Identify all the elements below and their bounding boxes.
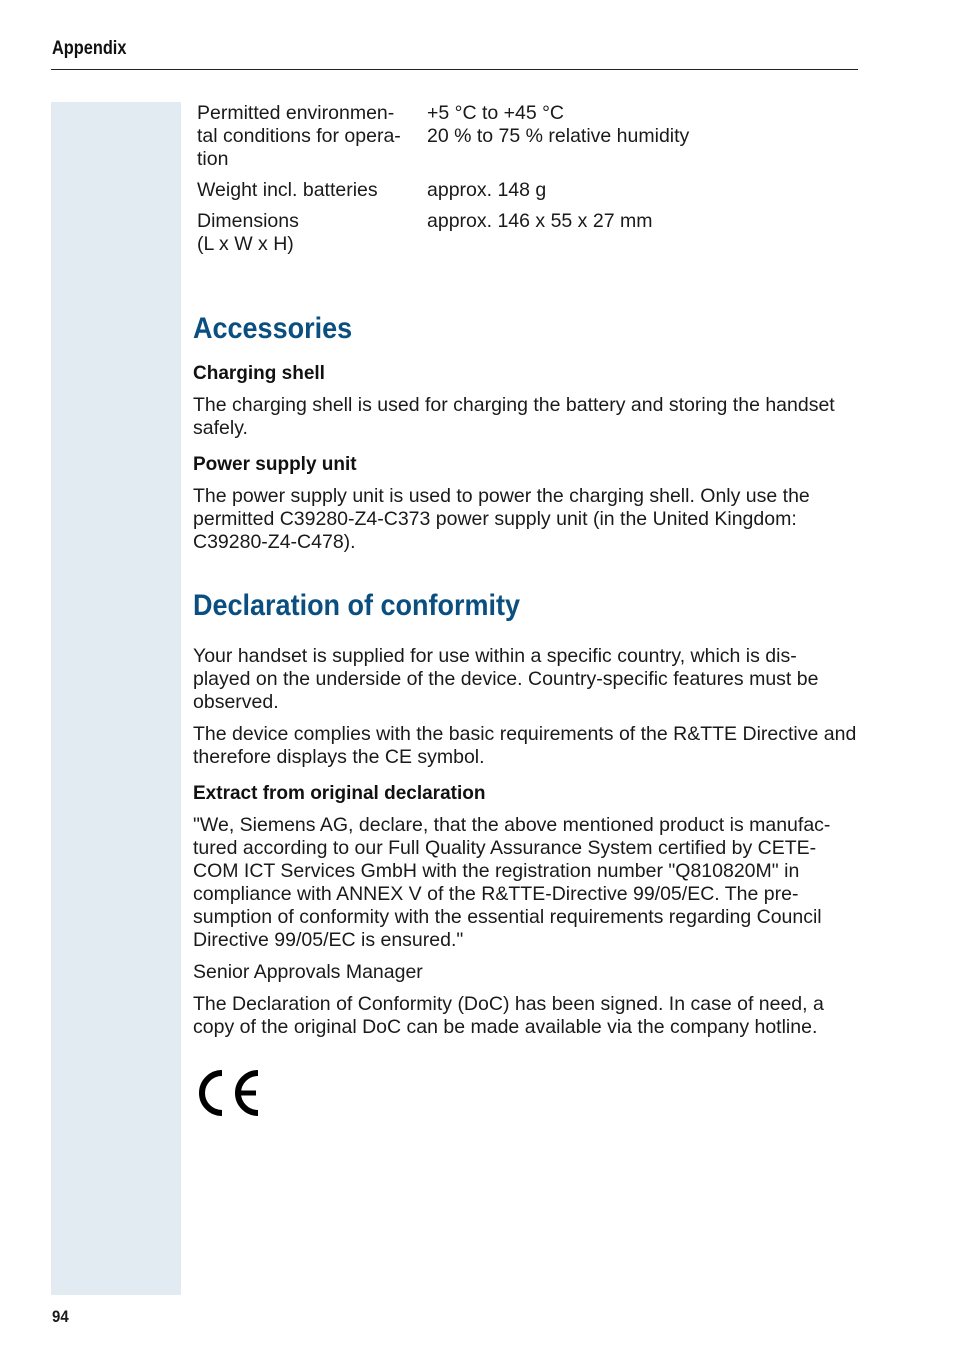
spec-row-environment bbox=[197, 102, 857, 179]
spec-label: Permitted environmen- tal conditions for opera- tion bbox=[197, 102, 401, 170]
spec-table bbox=[197, 102, 857, 264]
declaration-para-2: The device complies with the basic requirements of the R&TTE Directive and therefore displays the CE symbol. bbox=[193, 723, 857, 768]
signatory: Senior Approvals Manager bbox=[193, 961, 423, 983]
margin-sidebar bbox=[51, 102, 181, 1295]
spec-row-weight bbox=[197, 179, 857, 210]
accessories-heading: Accessories bbox=[193, 312, 353, 345]
declaration-heading: Declaration of conformity bbox=[193, 589, 521, 622]
spec-row-dimensions bbox=[197, 210, 857, 264]
doc-note: The Declaration of Conformity (DoC) has been signed. In case of need, a copy of the original DoC can be made available via the company hotline. bbox=[193, 993, 824, 1038]
spec-value: +5 °C to +45 °C 20 % to 75 % relative humidity bbox=[427, 102, 690, 147]
spec-value: approx. 146 x 55 x 27 mm bbox=[427, 210, 653, 232]
declaration-para-1: Your handset is supplied for use within a specific country, which is dis- played on the underside of the device. Country-specific features must be observed. bbox=[193, 645, 819, 713]
power-supply-text: The power supply unit is used to power the charging shell. Only use the permitted C39280-Z4-C373 power supply unit (in the United Kingdom: C39280-Z4-C478). bbox=[193, 485, 810, 553]
charging-shell-text: The charging shell is used for charging the battery and storing the handset safely. bbox=[193, 394, 835, 439]
charging-shell-title: Charging shell bbox=[193, 363, 325, 384]
extract-text: "We, Siemens AG, declare, that the above mentioned product is manufac- tured according to our Full Quality Assurance System certified by CETE- COM ICT Services GmbH with the registration number "Q810820M" in compliance with ANNEX V of the R&TTE-Directive 99/05/EC. The pre- sumption of conformity with the essential requirements regarding Council Directive 99/05/EC is ensured." bbox=[193, 814, 831, 951]
spec-value: approx. 148 g bbox=[427, 179, 547, 201]
spec-label: Weight incl. batteries bbox=[197, 179, 378, 201]
power-supply-title: Power supply unit bbox=[193, 454, 357, 475]
extract-title: Extract from original declaration bbox=[193, 783, 486, 804]
page-number: 94 bbox=[52, 1307, 69, 1326]
spec-label: Dimensions (L x W x H) bbox=[197, 210, 299, 255]
header-divider bbox=[51, 69, 858, 70]
ce-mark-icon bbox=[198, 1068, 262, 1118]
page-content bbox=[193, 102, 858, 1039]
running-header: Appendix bbox=[52, 38, 127, 59]
